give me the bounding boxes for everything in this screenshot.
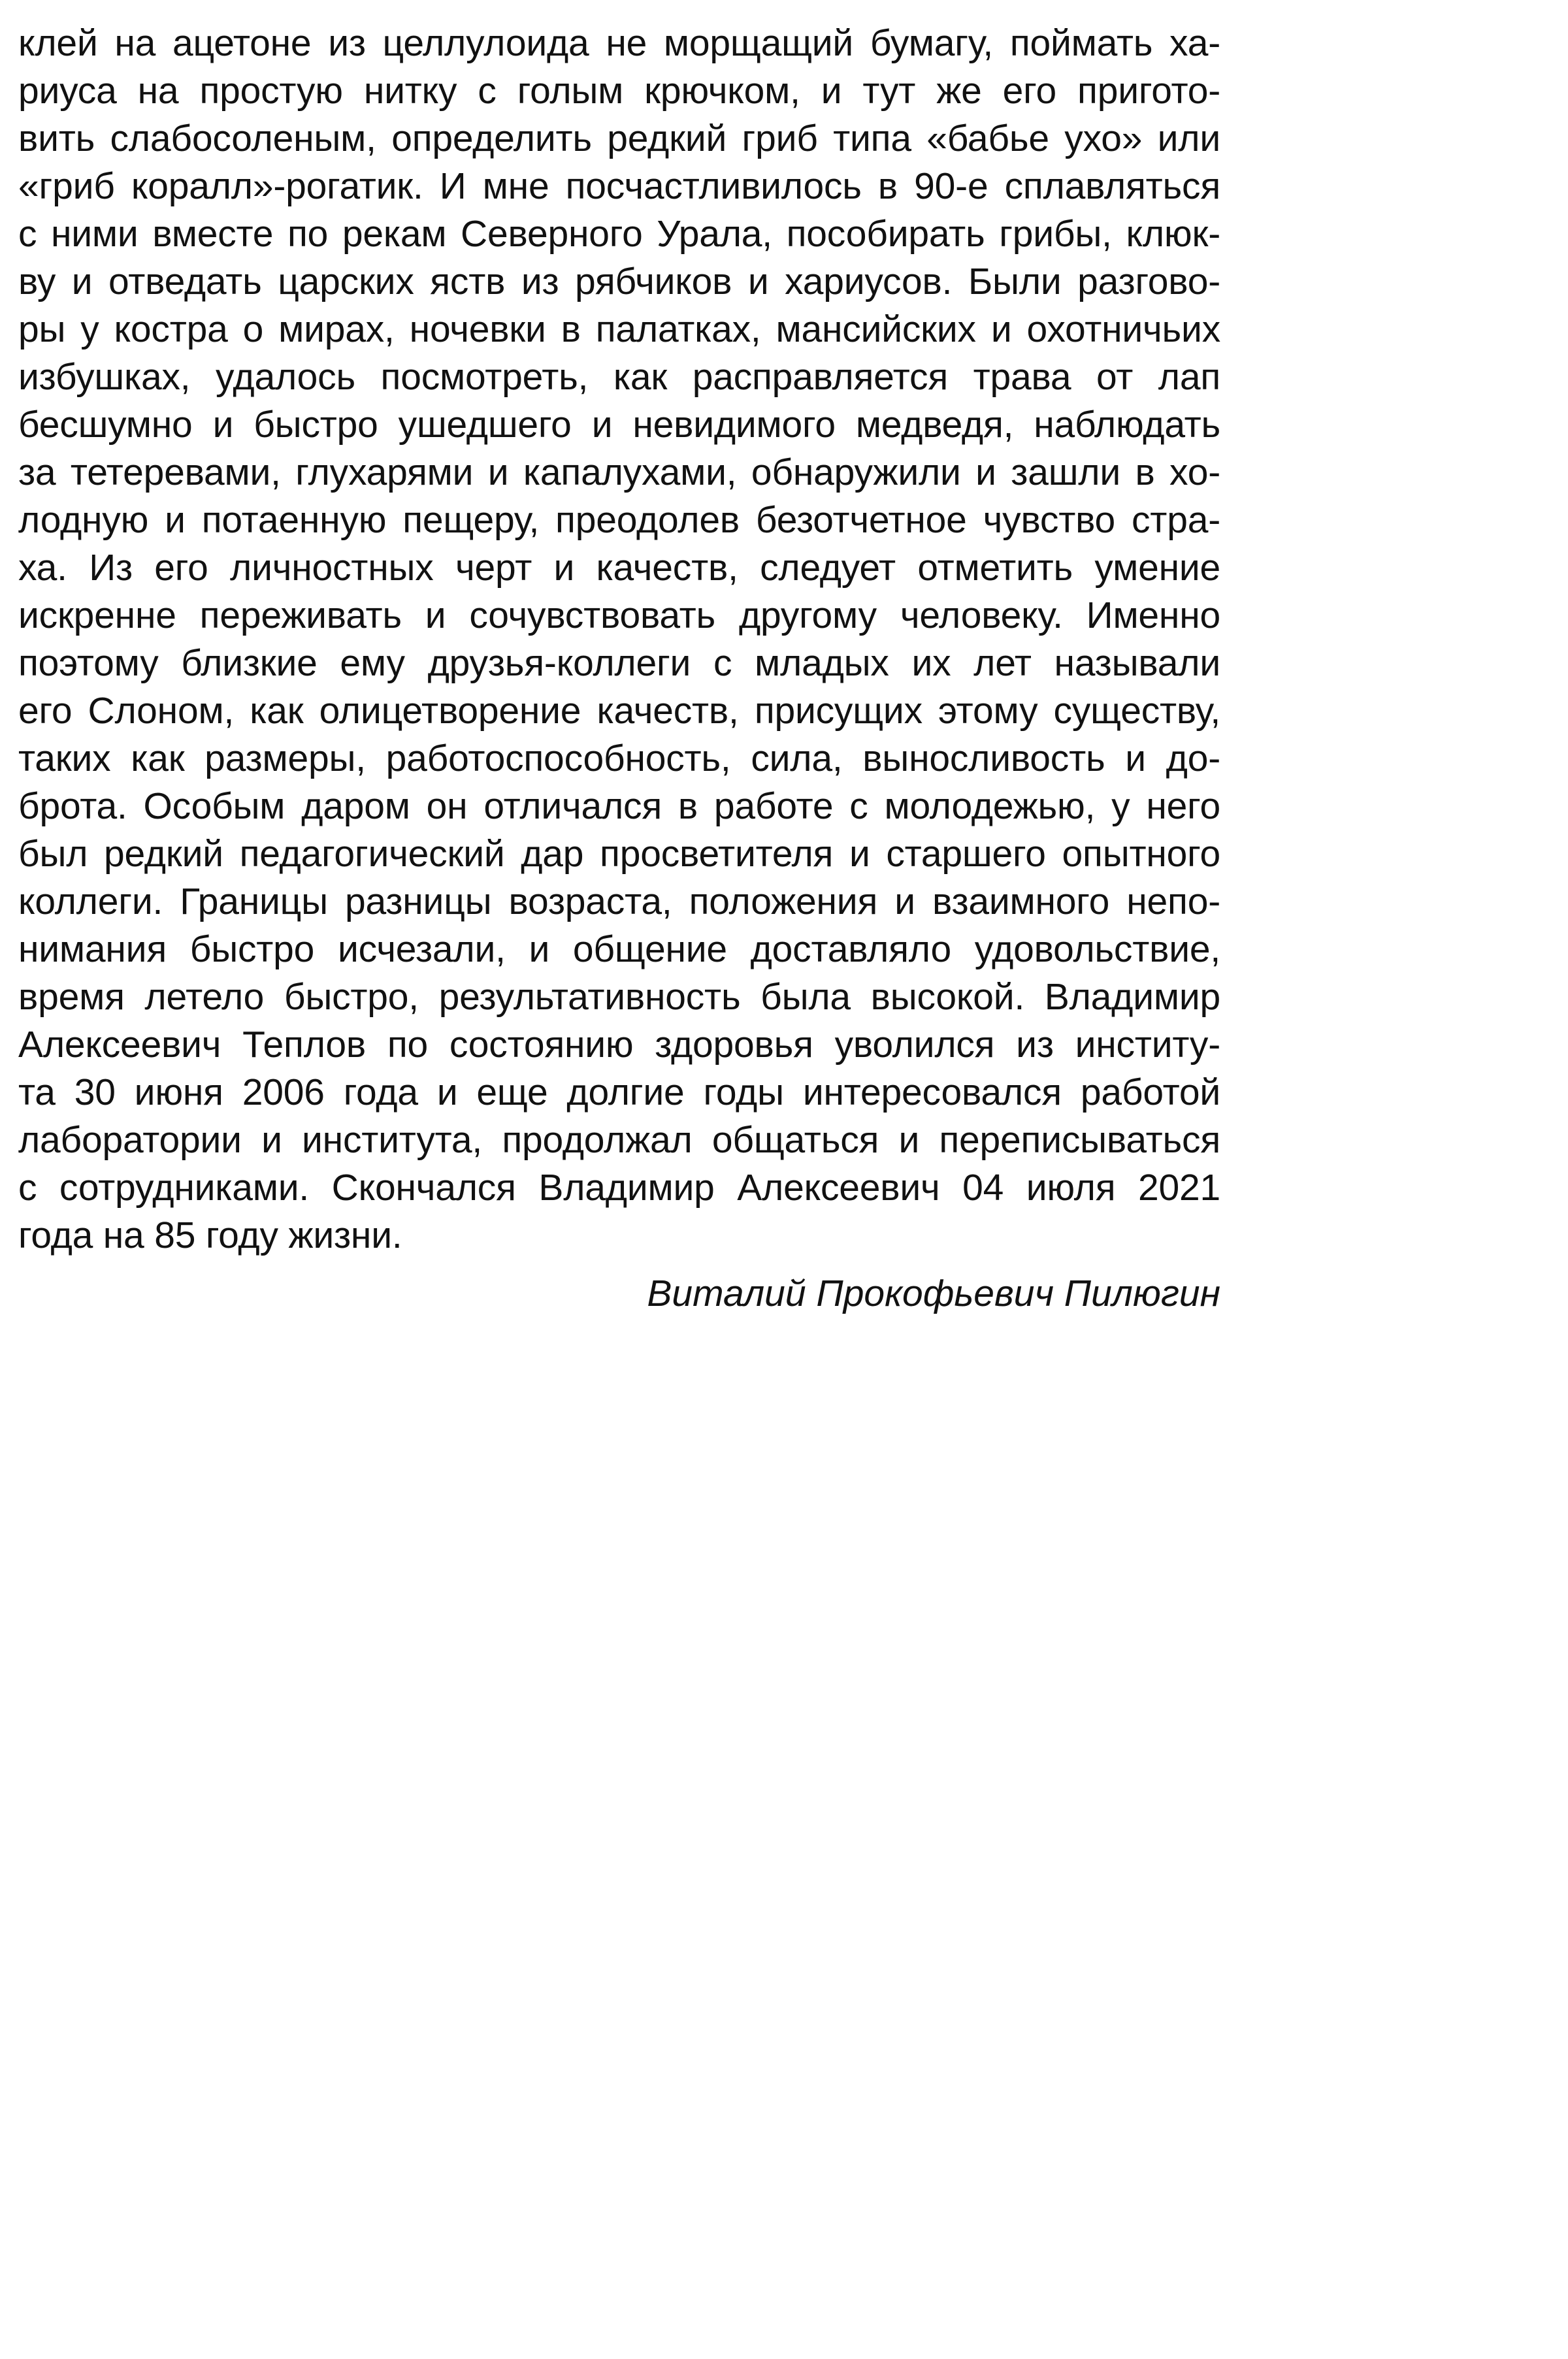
author-signature: Виталий Прокофьевич Пилюгин: [647, 1273, 1220, 1314]
text-line: нимания быстро исчезали, и общение доставляло удовольствие,: [18, 928, 1220, 970]
text-line-last: года на 85 году жизни.: [18, 1214, 402, 1256]
text-line: лаборатории и института, продолжал общаться и переписываться: [18, 1119, 1220, 1161]
text-line: за тетеревами, глухарями и капалухами, обнаружили и зашли в хо-: [18, 451, 1220, 493]
text-line: ры у костра о мирах, ночевки в палатках, мансийских и охотничьих: [18, 308, 1220, 350]
text-line: клей на ацетоне из целлулоида не морщащий бумагу, поймать ха-: [18, 22, 1220, 64]
text-line: вить слабосоленым, определить редкий гриб типа «бабье ухо» или: [18, 118, 1220, 159]
text-line: был редкий педагогический дар просветителя и старшего опытного: [18, 833, 1220, 875]
text-line: та 30 июня 2006 года и еще долгие годы интересовался работой: [18, 1071, 1220, 1113]
text-line: брота. Особым даром он отличался в работе с молодежью, у него: [18, 785, 1220, 827]
text-line: избушках, удалось посмотреть, как расправляется трава от лап: [18, 356, 1220, 398]
text-line: ха. Из его личностных черт и качеств, следует отметить умение: [18, 547, 1220, 589]
text-line: Алексеевич Теплов по состоянию здоровья уволился из институ-: [18, 1024, 1220, 1066]
text-line: бесшумно и быстро ушедшего и невидимого медведя, наблюдать: [18, 404, 1220, 446]
article-body: [18, 20, 1220, 1260]
text-line: ву и отведать царских яств из рябчиков и хариусов. Были разгово-: [18, 261, 1220, 302]
text-line: с сотрудниками. Скончался Владимир Алексеевич 04 июля 2021: [18, 1167, 1220, 1209]
text-line: лодную и потаенную пещеру, преодолев безотчетное чувство стра-: [18, 499, 1220, 541]
text-line: его Слоном, как олицетворение качеств, присущих этому существу,: [18, 690, 1220, 732]
text-line: поэтому близкие ему друзья-коллеги с младых их лет называли: [18, 642, 1220, 684]
text-line: риуса на простую нитку с голым крючком, и тут же его пригото-: [18, 70, 1220, 112]
text-line: искренне переживать и сочувствовать другому человеку. Именно: [18, 594, 1220, 636]
text-line: «гриб коралл»-рогатик. И мне посчастливилось в 90-е сплавляться: [18, 165, 1220, 207]
text-line: время летело быстро, результативность была высокой. Владимир: [18, 976, 1220, 1018]
text-line: с ними вместе по рекам Северного Урала, пособирать грибы, клюк-: [18, 213, 1220, 255]
text-line: коллеги. Границы разницы возраста, положения и взаимного непо-: [18, 881, 1220, 922]
text-line: таких как размеры, работоспособность, сила, выносливость и до-: [18, 738, 1220, 779]
